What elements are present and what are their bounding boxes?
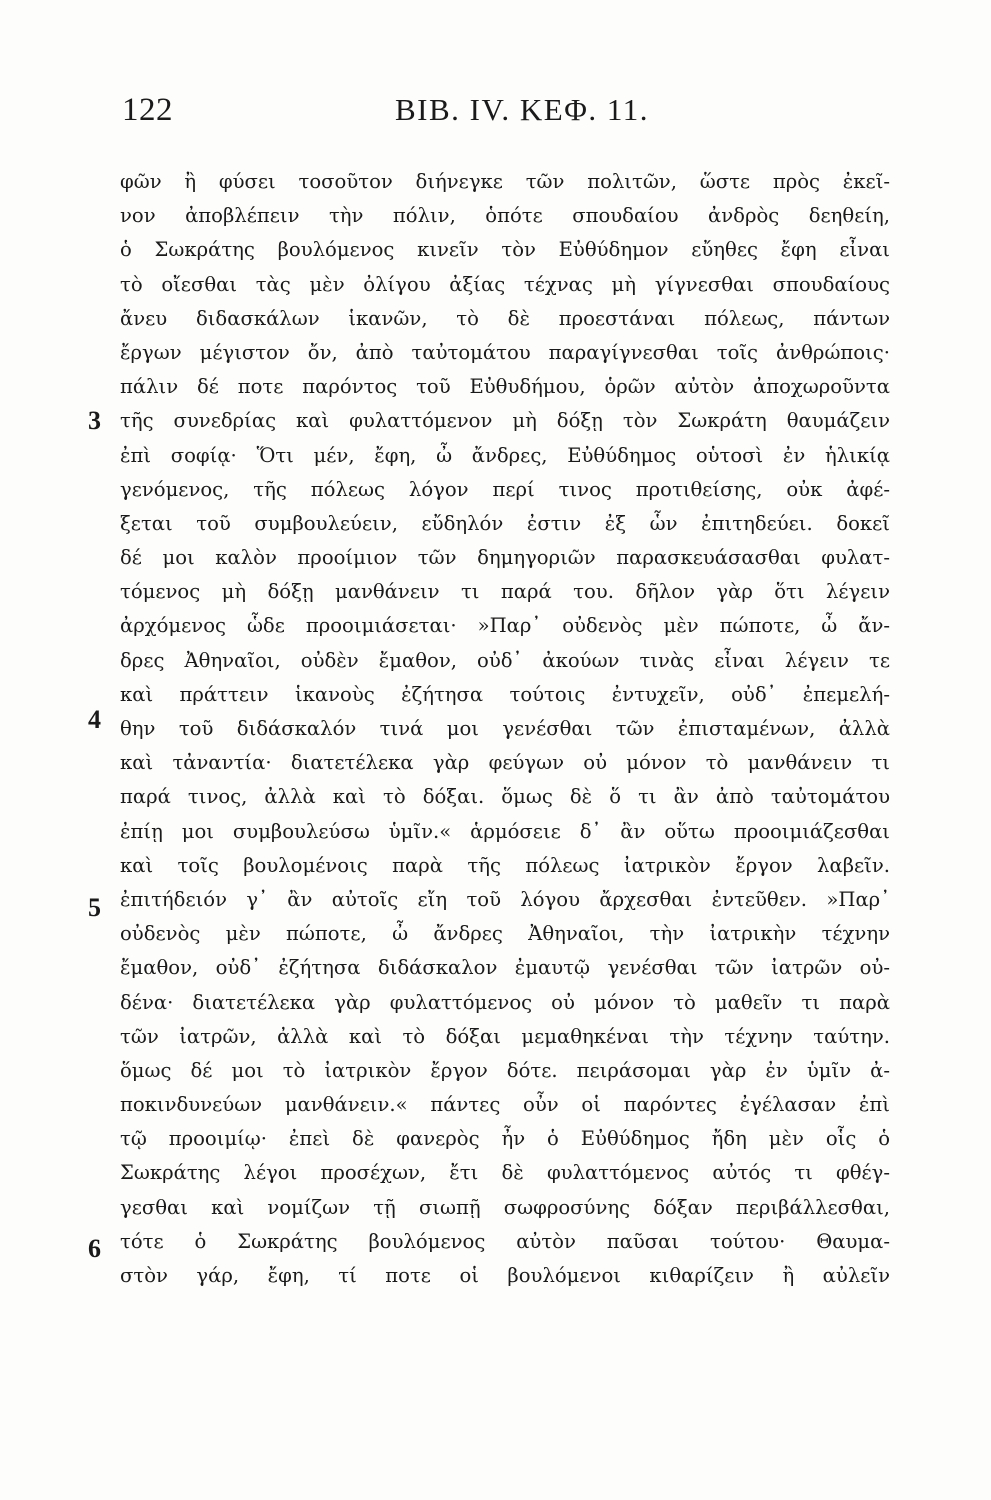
- text-line: ὁ Σωκράτης βουλόμενος κινεῖν τὸν Εὐθύδημον εὔηθες ἔφη εἶναι: [120, 238, 890, 262]
- body-text: [120, 165, 890, 1293]
- section-marker-6: 6: [88, 1234, 101, 1263]
- text-line: παρά τινος, ἀλλὰ καὶ τὸ δόξαι. ὅμως δὲ ὅ τι ἂν ἀπὸ ταὐτομάτου: [120, 785, 890, 809]
- text-line: στὸν γάρ, ἔφη, τί ποτε οἱ βουλόμενοι κιθαρίζειν ἢ αὐλεῖν: [120, 1264, 890, 1287]
- text-line: δένα· διατετέλεκα γὰρ φυλαττόμενος οὐ μόνον τὸ μαθεῖν τι παρὰ: [120, 990, 890, 1014]
- running-head: [122, 92, 892, 136]
- text-line: νον ἀποβλέπειν τὴν πόλιν, ὁπότε σπουδαίου ἀνδρὸς δεηθείη,: [120, 204, 890, 228]
- text-line: τῆς συνεδρίας καὶ φυλαττόμενον μὴ δόξῃ τὸν Σωκράτη θαυμάζειν: [120, 409, 890, 433]
- text-line: τόμενος μὴ δόξῃ μανθάνειν τι παρά του. δῆλον γὰρ ὅτι λέγειν: [120, 580, 890, 604]
- text-line: θην τοῦ διδάσκαλόν τινά μοι γενέσθαι τῶν ἐπισταμένων, ἀλλὰ: [120, 717, 890, 740]
- text-line: ἄνευ διδασκάλων ἱκανῶν, τὸ δὲ προεστάναι πόλεως, πάντων: [120, 306, 890, 330]
- text-line: γενόμενος, τῆς πόλεως λόγον περί τινος προτιθείσης, οὐκ ἀφέ-: [120, 477, 890, 501]
- text-line: τότε ὁ Σωκράτης βουλόμενος αὐτὸν παῦσαι τούτου· Θαυμα-: [120, 1229, 890, 1253]
- text-line: δρες Ἀθηναῖοι, οὐδὲν ἔμαθον, οὐδ᾽ ἀκούων τινὰς εἶναι λέγειν τε: [120, 648, 890, 672]
- text-line: τῷ προοιμίῳ· ἐπεὶ δὲ φανερὸς ἦν ὁ Εὐθύδημος ἤδη μὲν οἷς ὁ: [120, 1127, 890, 1151]
- text-line: φῶν ἢ φύσει τοσοῦτον διήνεγκε τῶν πολιτῶν, ὥστε πρὸς ἐκεῖ-: [120, 170, 890, 193]
- text-line: ἀρχόμενος ὧδε προοιμιάσεται· »Παρ᾽ οὐδενὸς μὲν πώποτε, ὦ ἄν-: [120, 614, 890, 638]
- section-marker-5: 5: [88, 893, 101, 922]
- page-number: 122: [122, 92, 173, 128]
- text-line: ἐπιτήδειόν γ᾽ ἂν αὐτοῖς εἴη τοῦ λόγου ἄρχεσθαι ἐντεῦθεν. »Παρ᾽: [120, 887, 890, 911]
- text-line: Σωκράτης λέγοι προσέχων, ἔτι δὲ φυλαττόμενος αὐτός τι φθέγ-: [120, 1161, 890, 1185]
- running-title: BIB. IV. ΚΕΦ. 11.: [395, 92, 649, 127]
- text-line: οὐδενὸς μὲν πώποτε, ὦ ἄνδρες Ἀθηναῖοι, τὴν ἰατρικὴν τέχνην: [120, 922, 890, 946]
- text-line: καὶ τἀναντία· διατετέλεκα γὰρ φεύγων οὐ μόνον τὸ μανθάνειν τι: [120, 751, 890, 775]
- text-line: ἐπὶ σοφίᾳ· Ὅτι μέν, ἔφη, ὦ ἄνδρες, Εὐθύδημος οὑτοσὶ ἐν ἡλικίᾳ: [120, 443, 890, 467]
- text-line: τῶν ἰατρῶν, ἀλλὰ καὶ τὸ δόξαι μεμαθηκέναι τὴν τέχνην ταύτην.: [120, 1024, 890, 1048]
- text-line: καὶ τοῖς βουλομένοις παρὰ τῆς πόλεως ἰατρικὸν ἔργον λαβεῖν.: [120, 853, 890, 877]
- section-marker-3: 3: [88, 406, 101, 435]
- text-line: πάλιν δέ ποτε παρόντος τοῦ Εὐθυδήμου, ὁρῶν αὐτὸν ἀποχωροῦντα: [120, 375, 890, 399]
- section-marker-4: 4: [88, 705, 101, 734]
- text-line: καὶ πράττειν ἱκανοὺς ἐζήτησα τούτοις ἐντυχεῖν, οὐδ᾽ ἐπεμελή-: [120, 682, 890, 706]
- text-line: ἐπίῃ μοι συμβουλεύσω ὑμῖν.« ἁρμόσειε δ᾽ ἂν οὕτω προοιμιάζεσθαι: [120, 819, 890, 843]
- text-line: ὅμως δέ μοι τὸ ἰατρικὸν ἔργον δότε. πειράσομαι γὰρ ἐν ὑμῖν ἀ-: [120, 1058, 890, 1082]
- text-line: ἔμαθον, οὐδ᾽ ἐζήτησα διδάσκαλον ἐμαυτῷ γενέσθαι τῶν ἰατρῶν οὐ-: [120, 956, 890, 980]
- text-line: γεσθαι καὶ νομίζων τῇ σιωπῇ σωφροσύνης δόξαν περιβάλλεσθαι,: [120, 1195, 890, 1219]
- text-line: ξεται τοῦ συμβουλεύειν, εὔδηλόν ἐστιν ἐξ ὧν ἐπιτηδεύει. δοκεῖ: [120, 511, 890, 535]
- text-line: ἔργων μέγιστον ὄν, ἀπὸ ταὐτομάτου παραγίγνεσθαι τοῖς ἀνθρώποις·: [120, 340, 890, 364]
- text-line: δέ μοι καλὸν προοίμιον τῶν δημηγοριῶν παρασκευάσασθαι φυλατ-: [120, 546, 890, 570]
- text-line: ποκινδυνεύων μανθάνειν.« πάντες οὖν οἱ παρόντες ἐγέλασαν ἐπὶ: [120, 1093, 890, 1117]
- text-line: τὸ οἴεσθαι τὰς μὲν ὀλίγου ἀξίας τέχνας μὴ γίγνεσθαι σπουδαίους: [120, 272, 890, 296]
